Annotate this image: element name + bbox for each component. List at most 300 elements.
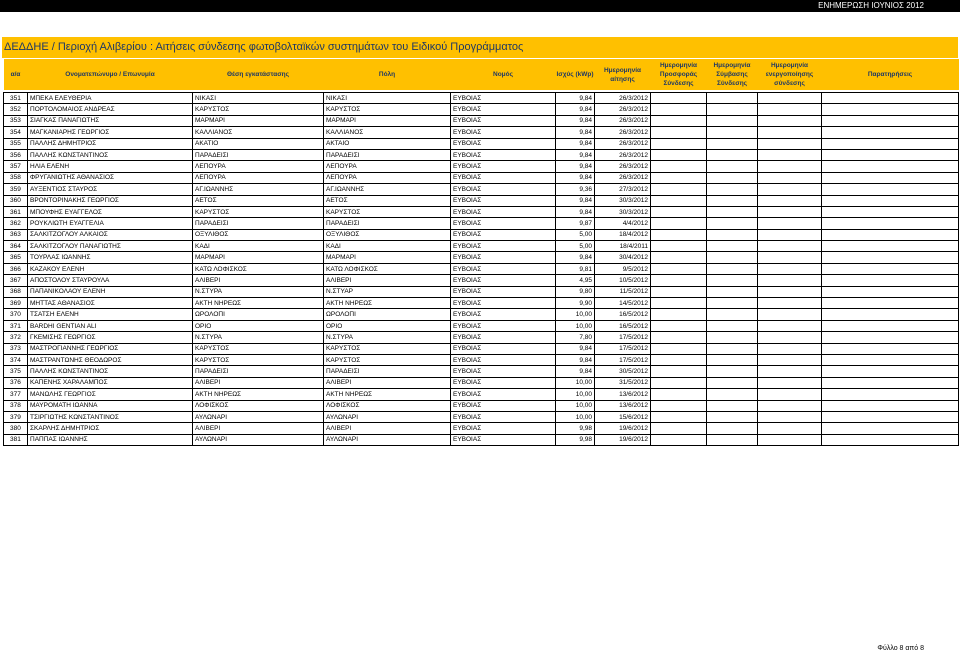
table-cell xyxy=(651,343,707,354)
table-cell: ΑΥΞΕΝΤΙΟΣ ΣΤΑΥΡΟΣ xyxy=(28,184,193,195)
table-cell xyxy=(822,229,959,240)
table-cell: ΛΕΠΟΥΡΑ xyxy=(193,161,324,172)
table-cell: ΣΑΛΚΙΤΖΟΓΛΟΥ ΠΑΝΑΓΙΩΤΗΣ xyxy=(28,241,193,252)
table-cell xyxy=(707,127,758,138)
table-cell xyxy=(651,411,707,422)
table-row xyxy=(4,241,959,252)
table-cell: ΜΠΟΥΦΗΣ ΕΥΑΓΓΕΛΟΣ xyxy=(28,206,193,217)
table-cell: 9,84 xyxy=(556,149,595,160)
table-cell: ΟΞΥΛΙΘΟΣ xyxy=(324,229,451,240)
table-cell: ΣΑΛΚΙΤΖΟΓΛΟΥ ΑΛΚΑΙΟΣ xyxy=(28,229,193,240)
table-cell: ΕΥΒΟΙΑΣ xyxy=(451,195,556,206)
table-cell: ΡΟΥΚΛΙΩΤΗ ΕΥΑΓΓΕΛΙΑ xyxy=(28,218,193,229)
table-cell: ΚΑΡΥΣΤΟΣ xyxy=(193,104,324,115)
table-row xyxy=(4,320,959,331)
table-cell: ΤΟΥΡΛΑΣ ΙΩΑΝΝΗΣ xyxy=(28,252,193,263)
table-cell: 30/4/2012 xyxy=(595,252,651,263)
table-cell: ΣΚΑΡΛΗΣ ΔΗΜΗΤΡΙΟΣ xyxy=(28,423,193,434)
table-cell xyxy=(758,161,822,172)
table-cell: Ν.ΣΤΥΡΑ xyxy=(193,332,324,343)
table-cell xyxy=(822,377,959,388)
table-cell xyxy=(651,138,707,149)
table-cell: ΕΥΒΟΙΑΣ xyxy=(451,377,556,388)
table-cell xyxy=(651,127,707,138)
table-cell: 353 xyxy=(4,115,28,126)
table-cell xyxy=(651,172,707,183)
table-cell: 361 xyxy=(4,206,28,217)
table-cell xyxy=(822,93,959,104)
column-header: Πόλη xyxy=(324,59,451,90)
table-cell: ΑΥΛΩΝΑΡΙ xyxy=(324,434,451,445)
table-cell xyxy=(758,115,822,126)
table-cell xyxy=(651,298,707,309)
table-cell: 9,84 xyxy=(556,104,595,115)
table-cell xyxy=(651,229,707,240)
table-row xyxy=(4,104,959,115)
table-row xyxy=(4,93,959,104)
table-cell: 365 xyxy=(4,252,28,263)
table-cell: 10,00 xyxy=(556,400,595,411)
table-cell xyxy=(822,434,959,445)
table-cell: 363 xyxy=(4,229,28,240)
table-cell: ΠΑΛΛΗΣ ΚΩΝΣΤΑΝΤΙΝΟΣ xyxy=(28,149,193,160)
table-cell: ΕΥΒΟΙΑΣ xyxy=(451,241,556,252)
table-cell: ΚΑΡΥΣΤΟΣ xyxy=(324,343,451,354)
table-cell: ΜΠΕΚΑ ΕΛΕΥΘΕΡΙΑ xyxy=(28,93,193,104)
table-cell xyxy=(707,218,758,229)
table-row xyxy=(4,377,959,388)
table-cell: 369 xyxy=(4,298,28,309)
table-cell xyxy=(651,275,707,286)
table-cell: 9,84 xyxy=(556,252,595,263)
table-cell xyxy=(758,184,822,195)
table-cell xyxy=(651,286,707,297)
table-cell: ΚΑΡΥΣΤΟΣ xyxy=(324,104,451,115)
table-cell: ΚΑΛΛΙΑΝΟΣ xyxy=(324,127,451,138)
table-cell: ΚΑΡΥΣΤΟΣ xyxy=(193,343,324,354)
table-row xyxy=(4,309,959,320)
table-cell xyxy=(822,332,959,343)
table-cell: 26/3/2012 xyxy=(595,93,651,104)
table-header-row xyxy=(4,59,959,90)
table-cell xyxy=(822,252,959,263)
table-cell: ΩΡΟΛΟΠΙ xyxy=(324,309,451,320)
table-cell: ΑΚΤΗ ΝΗΡΕΩΣ xyxy=(324,298,451,309)
table-cell xyxy=(707,332,758,343)
table-cell xyxy=(707,195,758,206)
table-cell xyxy=(758,218,822,229)
table-cell: ΠΑΡΑΔΕΙΣΙ xyxy=(324,218,451,229)
table-cell: ΑΚΤΗ ΝΗΡΕΩΣ xyxy=(193,298,324,309)
table-cell: 15/6/2012 xyxy=(595,411,651,422)
table-cell: 356 xyxy=(4,149,28,160)
table-row xyxy=(4,332,959,343)
table-cell: ΕΥΒΟΙΑΣ xyxy=(451,138,556,149)
table-cell: 9,84 xyxy=(556,366,595,377)
table-cell xyxy=(758,104,822,115)
table-cell: ΕΥΒΟΙΑΣ xyxy=(451,320,556,331)
table-cell: 9,84 xyxy=(556,93,595,104)
table-cell: ΜΑΡΜΑΡΙ xyxy=(193,252,324,263)
table-row xyxy=(4,184,959,195)
table-cell xyxy=(758,366,822,377)
column-header: Ημερομηνία αίτησης xyxy=(595,59,651,90)
table-cell: 9,87 xyxy=(556,218,595,229)
table-cell: 372 xyxy=(4,332,28,343)
table-cell: ΠΑΡΑΔΕΙΣΙ xyxy=(193,149,324,160)
table-cell xyxy=(651,423,707,434)
table-cell xyxy=(707,320,758,331)
table-cell: ΚΑΤΩ ΛΟΦΙΣΚΟΣ xyxy=(193,263,324,274)
applications-table xyxy=(3,59,959,446)
table-cell: ΑΥΛΩΝΑΡΙ xyxy=(324,411,451,422)
table-cell: 366 xyxy=(4,263,28,274)
table-cell xyxy=(822,366,959,377)
table-cell: ΩΡΟΛΟΠΙ xyxy=(193,309,324,320)
table-cell xyxy=(822,343,959,354)
table-cell: 11/5/2012 xyxy=(595,286,651,297)
table-cell: ΕΥΒΟΙΑΣ xyxy=(451,286,556,297)
table-cell: ΚΑΡΥΣΤΟΣ xyxy=(193,354,324,365)
table-cell: ΠΑΡΑΔΕΙΣΙ xyxy=(193,218,324,229)
table-cell: 354 xyxy=(4,127,28,138)
table-cell: ΕΥΒΟΙΑΣ xyxy=(451,127,556,138)
table-cell: 378 xyxy=(4,400,28,411)
table-cell: ΠΑΛΛΗΣ ΚΩΝΣΤΑΝΤΙΝΟΣ xyxy=(28,366,193,377)
table-cell xyxy=(758,286,822,297)
table-cell xyxy=(758,354,822,365)
table-cell: 351 xyxy=(4,93,28,104)
column-header: Ημερομηνία ενεργοποίησης σύνδεσης xyxy=(758,59,822,90)
table-row xyxy=(4,195,959,206)
table-cell xyxy=(822,354,959,365)
table-cell xyxy=(758,411,822,422)
table-cell: ΜΑΓΚΑΝΙΑΡΗΣ ΓΕΩΡΓΙΟΣ xyxy=(28,127,193,138)
table-cell xyxy=(822,104,959,115)
table-cell xyxy=(651,366,707,377)
table-cell: 30/3/2012 xyxy=(595,195,651,206)
table-cell: 9,81 xyxy=(556,263,595,274)
table-cell: ΚΑΡΥΣΤΟΣ xyxy=(193,206,324,217)
table-cell: 9,84 xyxy=(556,206,595,217)
table-cell xyxy=(822,400,959,411)
table-cell: 14/5/2012 xyxy=(595,298,651,309)
table-cell: 13/6/2012 xyxy=(595,389,651,400)
table-cell: ΜΗΤΤΑΣ ΑΘΑΝΑΣΙΟΣ xyxy=(28,298,193,309)
table-cell xyxy=(758,400,822,411)
table-cell: ΜΑΝΩΛΗΣ ΓΕΩΡΓΙΟΣ xyxy=(28,389,193,400)
table-cell: 360 xyxy=(4,195,28,206)
table-cell: 13/6/2012 xyxy=(595,400,651,411)
document-title: ΔΕΔΔΗΕ / Περιοχή Αλιβερίου : Αιτήσεις σύνδεσης φωτοβολταϊκών συστημάτων του Ειδικού Προγράμματος xyxy=(4,41,524,53)
table-cell xyxy=(707,354,758,365)
table-cell: 26/3/2012 xyxy=(595,149,651,160)
column-header: Ισχύς (kWp) xyxy=(556,59,595,90)
table-cell: 26/3/2012 xyxy=(595,127,651,138)
table-cell: 355 xyxy=(4,138,28,149)
table-cell: ΛΕΠΟΥΡΑ xyxy=(193,172,324,183)
table-cell: 367 xyxy=(4,275,28,286)
table-cell xyxy=(651,161,707,172)
table-cell xyxy=(822,241,959,252)
table-row xyxy=(4,263,959,274)
table-cell: ΛΕΠΟΥΡΑ xyxy=(324,172,451,183)
table-row xyxy=(4,411,959,422)
table-cell: 5,00 xyxy=(556,229,595,240)
table-cell: 17/5/2012 xyxy=(595,332,651,343)
table-cell: 377 xyxy=(4,389,28,400)
table-cell: 375 xyxy=(4,366,28,377)
table-row xyxy=(4,138,959,149)
table-cell xyxy=(651,332,707,343)
table-cell xyxy=(707,115,758,126)
table-cell: 19/6/2012 xyxy=(595,423,651,434)
table-cell xyxy=(822,149,959,160)
table-cell: ΑΥΛΩΝΑΡΙ xyxy=(193,434,324,445)
table-cell: 31/5/2012 xyxy=(595,377,651,388)
table-cell xyxy=(822,263,959,274)
table-cell: ΑΛΙΒΕΡΙ xyxy=(324,275,451,286)
column-header: Παρατηρήσεις xyxy=(822,59,959,90)
table-cell xyxy=(758,275,822,286)
table-cell xyxy=(822,423,959,434)
table-cell xyxy=(758,195,822,206)
table-cell xyxy=(758,263,822,274)
table-cell: 376 xyxy=(4,377,28,388)
table-cell: 7,80 xyxy=(556,332,595,343)
table-cell: ΕΥΒΟΙΑΣ xyxy=(451,104,556,115)
table-cell xyxy=(707,263,758,274)
table-cell xyxy=(651,115,707,126)
table-cell: 9/5/2012 xyxy=(595,263,651,274)
table-cell: 10/5/2012 xyxy=(595,275,651,286)
table-cell: 9,84 xyxy=(556,172,595,183)
table-cell: ΠΑΠΠΑΣ ΙΩΑΝΝΗΣ xyxy=(28,434,193,445)
table-cell: ΟΞΥΛΙΘΟΣ xyxy=(193,229,324,240)
column-header: α/α xyxy=(4,59,28,90)
table-cell xyxy=(651,400,707,411)
table-cell: ΑΛΙΒΕΡΙ xyxy=(193,377,324,388)
table-cell: ΕΥΒΟΙΑΣ xyxy=(451,343,556,354)
table-cell: 359 xyxy=(4,184,28,195)
table-cell: 352 xyxy=(4,104,28,115)
table-cell xyxy=(758,309,822,320)
table-cell: 10,00 xyxy=(556,411,595,422)
table-cell xyxy=(707,104,758,115)
table-cell: 370 xyxy=(4,309,28,320)
table-cell: 16/5/2012 xyxy=(595,309,651,320)
table-cell: ΠΑΡΑΔΕΙΣΙ xyxy=(324,366,451,377)
table-row xyxy=(4,218,959,229)
table-cell xyxy=(707,161,758,172)
table-cell: 10,00 xyxy=(556,309,595,320)
table-cell: 19/6/2012 xyxy=(595,434,651,445)
table-cell: ΜΑΥΡΟΜΑΤΗ ΙΩΑΝΝΑ xyxy=(28,400,193,411)
table-cell xyxy=(758,389,822,400)
table-cell xyxy=(758,206,822,217)
table-cell xyxy=(707,400,758,411)
table-cell: ΝΙΚΑΣΙ xyxy=(193,93,324,104)
table-cell: ΑΕΤΟΣ xyxy=(193,195,324,206)
table-cell xyxy=(822,309,959,320)
table-cell xyxy=(707,411,758,422)
table-cell: 26/3/2012 xyxy=(595,161,651,172)
table-cell: 374 xyxy=(4,354,28,365)
table-cell: ΕΥΒΟΙΑΣ xyxy=(451,184,556,195)
table-cell: Ν.ΣΤΥΡΑ xyxy=(193,286,324,297)
table-cell xyxy=(758,434,822,445)
table-cell xyxy=(651,218,707,229)
table-cell xyxy=(707,184,758,195)
table-cell: 30/5/2012 xyxy=(595,366,651,377)
table-cell: 10,00 xyxy=(556,377,595,388)
column-header: Ημερομηνία Προσφοράς Σύνδεσης xyxy=(651,59,707,90)
table-cell xyxy=(758,138,822,149)
table-cell: ΠΑΠΑΝΙΚΟΛΑΟΥ ΕΛΕΝΗ xyxy=(28,286,193,297)
table-cell: 9,84 xyxy=(556,161,595,172)
table-cell xyxy=(707,252,758,263)
table-cell: 17/5/2012 xyxy=(595,354,651,365)
table-cell: 362 xyxy=(4,218,28,229)
table-cell: ΕΥΒΟΙΑΣ xyxy=(451,423,556,434)
table-cell: 358 xyxy=(4,172,28,183)
table-cell: ΑΛΙΒΕΡΙ xyxy=(324,423,451,434)
table-cell: 18/4/2011 xyxy=(595,241,651,252)
column-header: Ημερομηνία Σύμβασης Σύνδεσης xyxy=(707,59,758,90)
table-cell: ΒΡΟΝΤΟΡΙΝΑΚΗΣ ΓΕΩΡΓΙΟΣ xyxy=(28,195,193,206)
table-cell: ΕΥΒΟΙΑΣ xyxy=(451,172,556,183)
table-row xyxy=(4,127,959,138)
table-cell xyxy=(822,320,959,331)
table-cell xyxy=(651,206,707,217)
table-cell xyxy=(707,389,758,400)
table-cell: ΟΡΙΟ xyxy=(193,320,324,331)
table-cell: 9,84 xyxy=(556,127,595,138)
table-cell: 381 xyxy=(4,434,28,445)
table-cell xyxy=(822,172,959,183)
table-row xyxy=(4,275,959,286)
update-label: ΕΝΗΜΕΡΩΣΗ ΙΟΥΝΙΟΣ 2012 xyxy=(818,1,924,10)
table-cell xyxy=(651,354,707,365)
table-row xyxy=(4,149,959,160)
table-cell: ΕΥΒΟΙΑΣ xyxy=(451,115,556,126)
table-cell: ΕΥΒΟΙΑΣ xyxy=(451,366,556,377)
table-cell xyxy=(707,286,758,297)
table-cell xyxy=(651,320,707,331)
table-cell xyxy=(651,149,707,160)
table-cell: ΚΑΛΛΙΑΝΟΣ xyxy=(193,127,324,138)
table-cell: ΚΑΖΑΚΟΥ ΕΛΕΝΗ xyxy=(28,263,193,274)
table-cell xyxy=(822,206,959,217)
table-cell: ΕΥΒΟΙΑΣ xyxy=(451,309,556,320)
table-cell xyxy=(758,127,822,138)
table-cell xyxy=(707,309,758,320)
table-cell: 26/3/2012 xyxy=(595,138,651,149)
table-cell: 4,95 xyxy=(556,275,595,286)
table-cell xyxy=(707,423,758,434)
table-cell xyxy=(822,411,959,422)
title-bar xyxy=(2,37,958,58)
table-cell: ΚΑΔΙ xyxy=(193,241,324,252)
table-row xyxy=(4,286,959,297)
table-cell: ΕΥΒΟΙΑΣ xyxy=(451,298,556,309)
table-cell: ΕΥΒΟΙΑΣ xyxy=(451,229,556,240)
table-cell: ΕΥΒΟΙΑΣ xyxy=(451,275,556,286)
table-row xyxy=(4,229,959,240)
table-cell xyxy=(651,377,707,388)
table-cell xyxy=(758,93,822,104)
table-row xyxy=(4,366,959,377)
table-cell xyxy=(822,298,959,309)
table-cell xyxy=(707,241,758,252)
table-cell xyxy=(822,115,959,126)
table-row xyxy=(4,298,959,309)
table-cell: ΠΑΡΑΔΕΙΣΙ xyxy=(324,149,451,160)
table-cell xyxy=(758,332,822,343)
table-cell xyxy=(651,104,707,115)
table-cell xyxy=(707,172,758,183)
table-cell: ΗΛΙΑ ΕΛΕΝΗ xyxy=(28,161,193,172)
table-cell: 9,80 xyxy=(556,286,595,297)
table-cell: Ν.ΣΤΥΑΡ xyxy=(324,286,451,297)
table-cell: ΑΚΤΑΙΟ xyxy=(324,138,451,149)
table-cell xyxy=(651,93,707,104)
table-cell: ΜΑΡΜΑΡΙ xyxy=(324,115,451,126)
table-row xyxy=(4,172,959,183)
table-row xyxy=(4,400,959,411)
table-cell: ΕΥΒΟΙΑΣ xyxy=(451,411,556,422)
table-cell xyxy=(758,241,822,252)
table-cell: ΕΥΒΟΙΑΣ xyxy=(451,434,556,445)
table-cell: ΚΑΡΥΣΤΟΣ xyxy=(324,354,451,365)
table-cell: ΕΥΒΟΙΑΣ xyxy=(451,218,556,229)
table-cell: ΕΥΒΟΙΑΣ xyxy=(451,389,556,400)
table-body xyxy=(4,93,959,446)
table-cell: ΠΟΡΤΟΛΟΜΑΙΟΣ ΑΝΔΡΕΑΣ xyxy=(28,104,193,115)
table-cell xyxy=(758,149,822,160)
column-header: Θέση εγκατάστασης xyxy=(193,59,324,90)
table-cell xyxy=(651,309,707,320)
table-cell: 10,00 xyxy=(556,320,595,331)
table-cell xyxy=(822,195,959,206)
table-cell xyxy=(707,138,758,149)
table-cell: ΠΑΛΛΗΣ ΔΗΜΗΤΡΙΟΣ xyxy=(28,138,193,149)
table-cell xyxy=(707,434,758,445)
table-row xyxy=(4,423,959,434)
table-cell: 26/3/2012 xyxy=(595,104,651,115)
table-cell xyxy=(758,377,822,388)
table-cell xyxy=(822,218,959,229)
table-row xyxy=(4,434,959,445)
table-cell xyxy=(758,229,822,240)
table-cell: 5,00 xyxy=(556,241,595,252)
table-cell: ΕΥΒΟΙΑΣ xyxy=(451,93,556,104)
table-cell: ΚΑΡΥΣΤΟΣ xyxy=(324,206,451,217)
table-cell: ΑΠΟΣΤΟΛΟΥ ΣΤΑΥΡΟΥΛΑ xyxy=(28,275,193,286)
table-cell: 18/4/2012 xyxy=(595,229,651,240)
table-cell: 357 xyxy=(4,161,28,172)
table-cell: 26/3/2012 xyxy=(595,115,651,126)
table-row xyxy=(4,252,959,263)
table-cell xyxy=(822,184,959,195)
table-cell xyxy=(651,263,707,274)
table-cell xyxy=(758,298,822,309)
table-cell: 26/3/2012 xyxy=(595,172,651,183)
table-cell xyxy=(707,93,758,104)
table-cell: BARDHI GENTIAN ALI xyxy=(28,320,193,331)
table-cell: 379 xyxy=(4,411,28,422)
table-cell: 368 xyxy=(4,286,28,297)
